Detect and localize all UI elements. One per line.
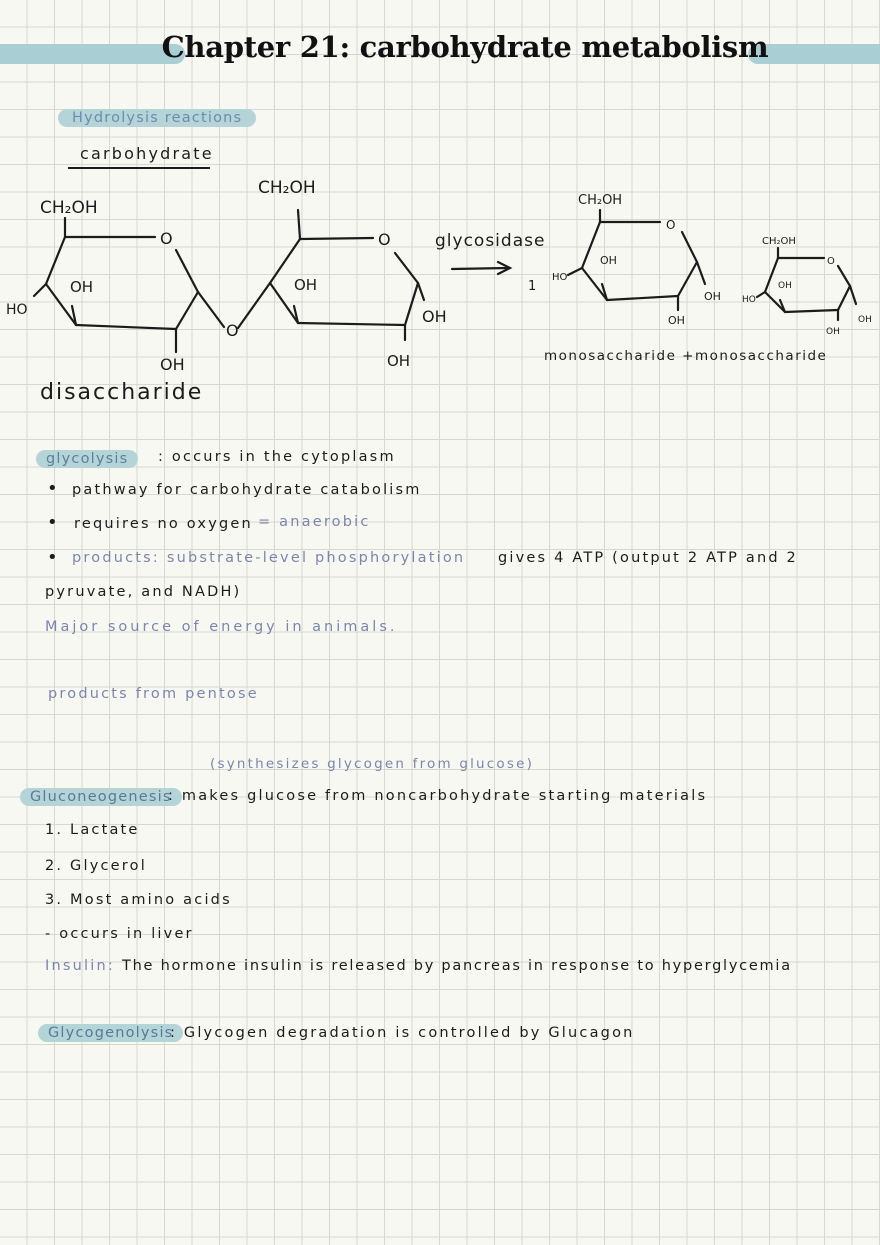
glycolysis-bullet-3c: pyruvate, and NADH) (45, 584, 242, 600)
ring1-oh: OH (70, 278, 94, 296)
ring4-ch2oh: CH₂OH (762, 236, 796, 247)
glycogen-synth-note: (synthesizes glycogen from glucose) (210, 756, 535, 772)
number-one: 1 (528, 279, 537, 294)
ring3-right-oh: OH (704, 290, 721, 303)
glycolysis-bullet-2: requires no oxygen (74, 516, 253, 532)
ring2-o: O (378, 230, 391, 249)
ring1-ho: HO (6, 302, 28, 318)
glycolysis-bullet-1: pathway for carbohydrate catabolism (72, 482, 422, 498)
glycogenolysis-desc: : Glycogen degradation is controlled by Glucagon (170, 1025, 635, 1041)
ring1-o: O (160, 229, 173, 248)
ring1-ch2oh: CH₂OH (40, 198, 98, 218)
glycolysis-bullet-3a: products: substrate-level phosphorylation (72, 550, 466, 566)
carbohydrate-subheading: carbohydrate (80, 144, 214, 163)
glycosidic-o: O (226, 321, 239, 340)
bullet-dot: • (47, 478, 58, 499)
ring1-bottom-oh: OH (160, 355, 185, 374)
pentose-note: products from pentose (48, 686, 259, 702)
glycolysis-label: glycolysis (36, 450, 138, 468)
ring3-o: O (666, 218, 676, 232)
insulin-text: The hormone insulin is released by pancreas in response to hyperglycemia (122, 958, 792, 974)
insulin-label: Insulin: (45, 958, 115, 974)
enzyme-label: glycosidase (435, 231, 546, 251)
page-title: Chapter 21: carbohydrate metabolism (161, 30, 769, 64)
monosaccharide-label: monosaccharide +monosaccharide (544, 348, 828, 364)
disaccharide-label: disaccharide (40, 380, 204, 405)
anaerobic-note: = anaerobic (258, 514, 371, 530)
hydrolysis-heading: Hydrolysis reactions (58, 109, 256, 127)
glycolysis-bullet-3b: gives 4 ATP (output 2 ATP and 2 (498, 550, 798, 566)
gluconeogenesis-desc: : makes glucose from noncarbohydrate starting materials (168, 788, 708, 804)
ring3-ch2oh: CH₂OH (578, 193, 623, 208)
bullet-dot: • (47, 512, 58, 533)
major-source-note: Major source of energy in animals. (45, 619, 398, 635)
ring3-ho: HO (552, 272, 568, 283)
occurs-in-liver: - occurs in liver (45, 926, 194, 942)
ring4-oh: OH (778, 281, 792, 291)
bullet-dot: • (47, 547, 58, 568)
ring3-oh: OH (600, 254, 617, 267)
ring2-oh: OH (294, 276, 318, 294)
glycogenolysis-label: Glycogenolysis (38, 1024, 183, 1042)
glycolysis-desc: : occurs in the cytoplasm (158, 449, 396, 465)
ring4-right-oh: OH (858, 315, 872, 325)
gluconeogenesis-item-3: 3. Most amino acids (45, 892, 232, 908)
ring4-o: O (827, 256, 835, 267)
ring2-bottom-oh: OH (387, 352, 411, 370)
gluconeogenesis-item-1: 1. Lactate (45, 822, 140, 838)
gluconeogenesis-item-2: 2. Glycerol (45, 858, 147, 874)
ring3-bottom-oh: OH (668, 314, 685, 327)
ring4-ho: HO (742, 295, 756, 305)
ring4-bottom-oh: OH (826, 327, 840, 337)
gluconeogenesis-label: Gluconeogenesis (20, 788, 182, 806)
ring2-end-oh: OH (422, 307, 447, 326)
ring2-ch2oh: CH₂OH (258, 178, 316, 198)
